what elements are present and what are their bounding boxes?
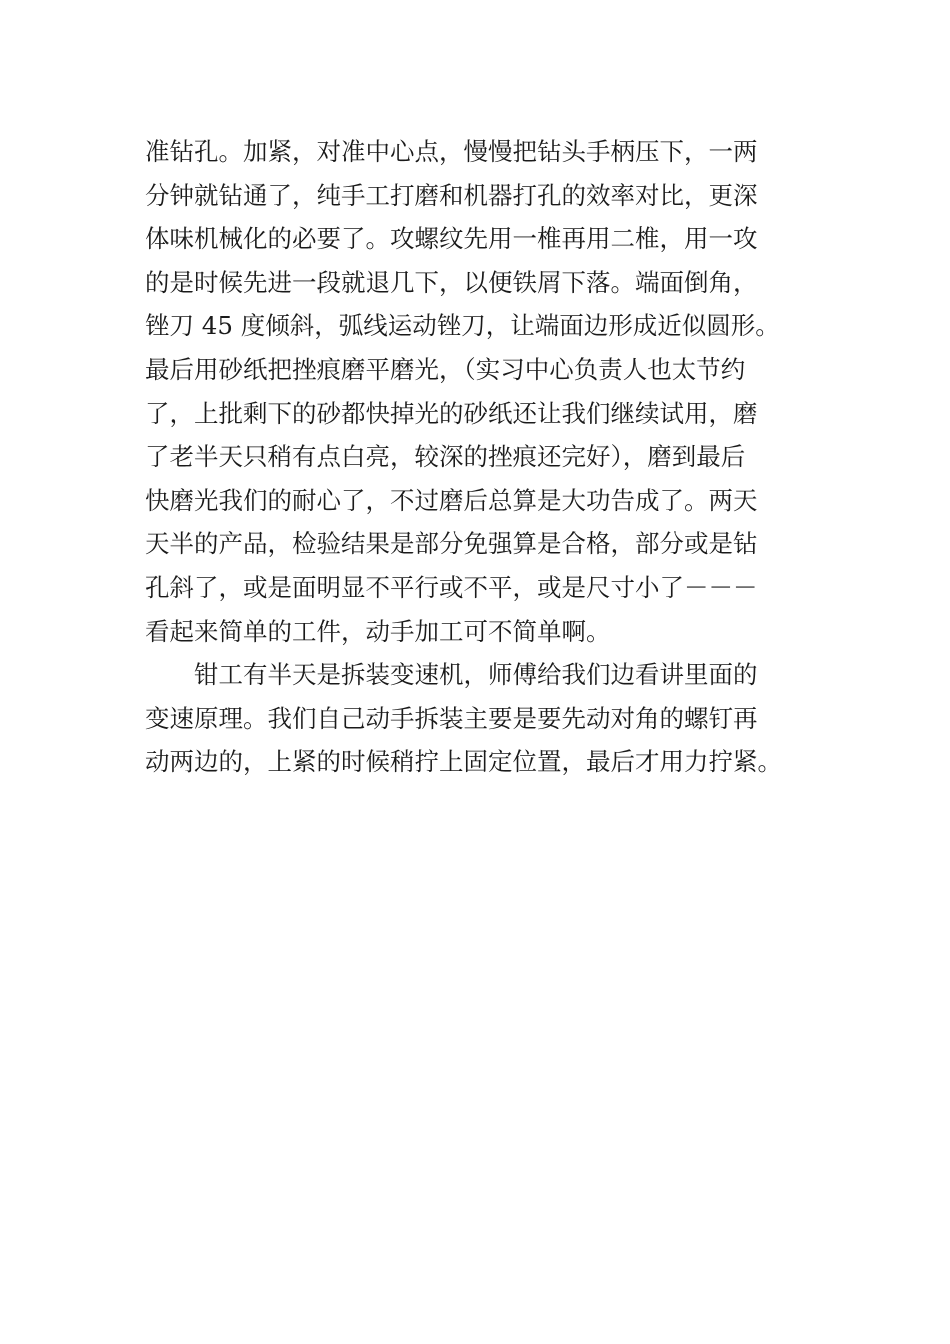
text-line: 钳工有半天是拆装变速机，师傅给我们边看讲里面的 <box>194 660 758 690</box>
paragraph-1 <box>145 130 810 653</box>
text-line: 动两边的，上紧的时候稍拧上固定位置，最后才用力拧紧。 <box>145 747 782 777</box>
text-line: 准钻孔。加紧，对准中心点，慢慢把钻头手柄压下，一两 <box>145 137 758 166</box>
text-line: 了老半天只稍有点白亮，较深的挫痕还完好），磨到最后 <box>145 442 746 472</box>
text-line: 孔斜了，或是面明显不平行或不平，或是尺寸小了－－－ <box>145 572 758 602</box>
paragraph-2 <box>145 653 810 784</box>
text-line: 锉刀 45 度倾斜，弧线运动锉刀，让端面边形成近似圆形。 <box>145 311 780 341</box>
text-line: 分钟就钻通了，纯手工打磨和机器打孔的效率对比，更深 <box>145 180 758 210</box>
text-line: 快磨光我们的耐心了，不过磨后总算是大功告成了。两天 <box>145 485 758 515</box>
text-line: 了，上批剩下的砂都快掉光的砂纸还让我们继续试用，磨 <box>145 398 758 428</box>
text-line: 的是时候先进一段就退几下，以便铁屑下落。端面倒角， <box>145 267 758 297</box>
text-line: 天半的产品，检验结果是部分免强算是合格，部分或是钻 <box>145 529 758 559</box>
text-line: 看起来简单的工件，动手加工可不简单啊。 <box>145 616 611 646</box>
text-line: 体味机械化的必要了。攻螺纹先用一椎再用二椎，用一攻 <box>145 224 758 254</box>
body-text <box>145 130 810 784</box>
text-line: 最后用砂纸把挫痕磨平磨光，（实习中心负责人也太节约 <box>145 354 746 384</box>
text-line: 变速原理。我们自己动手拆装主要是要先动对角的螺钉再 <box>145 703 758 733</box>
